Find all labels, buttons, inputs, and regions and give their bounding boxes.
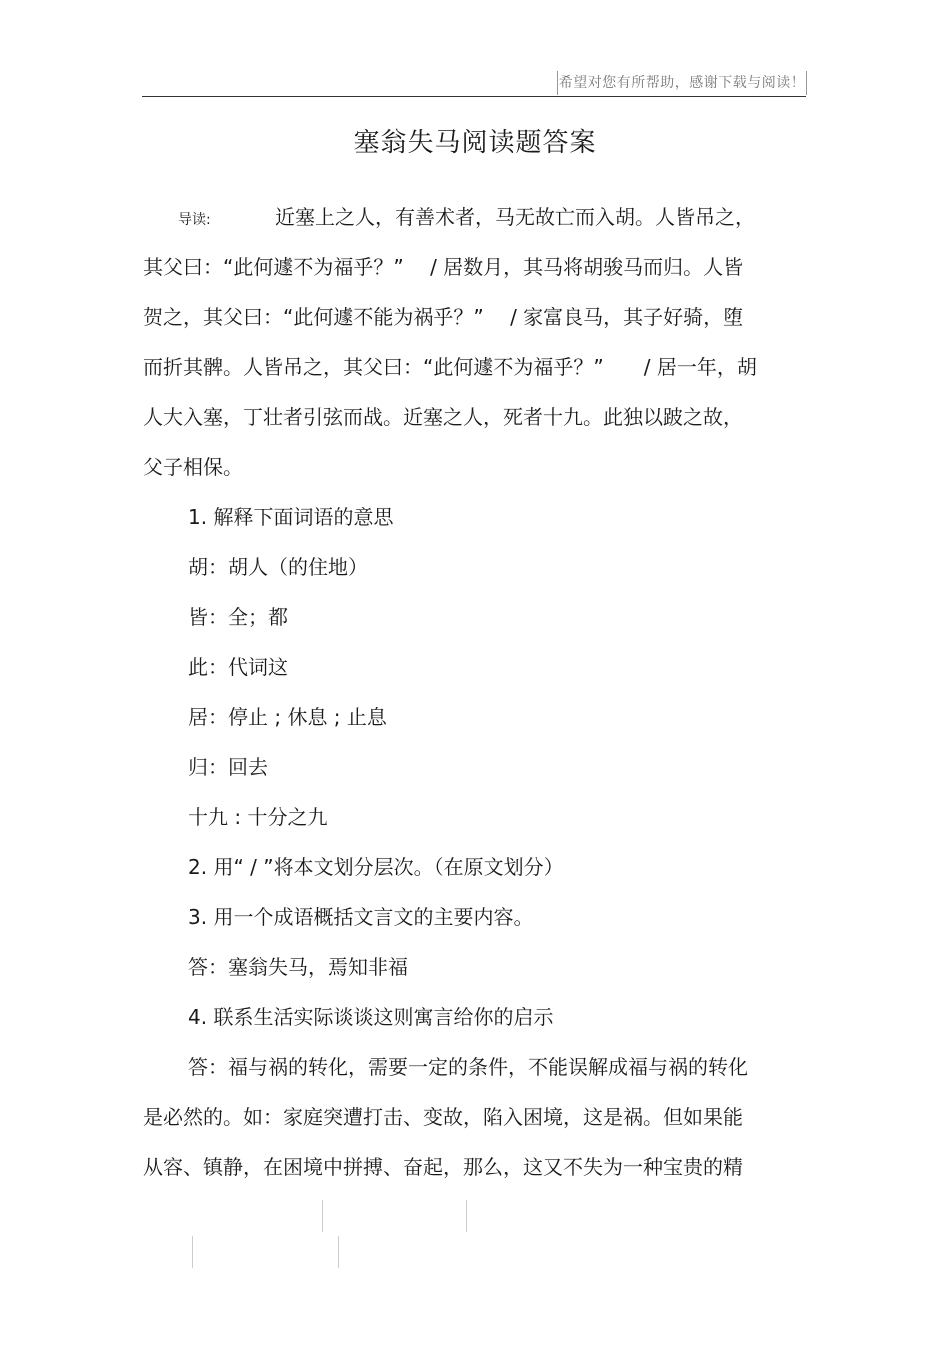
page-divider: [192, 1236, 193, 1268]
header-divider: [142, 96, 806, 97]
definition-item: 居：停止 ; 休息 ; 止息: [188, 705, 387, 729]
passage-line: 而折其髀。人皆吊之，其父曰：“此何遽不为福乎？” / 居一年，胡: [143, 355, 757, 379]
intro-label: 导读:: [178, 212, 211, 228]
page-divider: [338, 1236, 339, 1268]
definition-item: 归：回去: [188, 755, 268, 779]
answer-4-line: 从容、镇静，在困境中拼搏、奋起，那么，这又不失为一种宝贵的精: [143, 1155, 743, 1179]
answer-3: 答：塞翁失马，焉知非福: [188, 955, 408, 979]
definition-item: 此：代词这: [188, 655, 288, 679]
passage-line: 人大入塞，丁壮者引弦而战。近塞之人，死者十九。此独以跛之故，: [143, 405, 743, 429]
question-1: 1. 解释下面词语的意思: [188, 505, 394, 529]
document-title: 塞翁失马阅读题答案: [353, 128, 597, 158]
question-4: 4. 联系生活实际谈谈这则寓言给你的启示: [188, 1005, 554, 1029]
definition-item: 十九 : 十分之九: [188, 805, 328, 829]
question-3: 3. 用一个成语概括文言文的主要内容。: [188, 905, 534, 929]
passage-line: 其父曰：“此何遽不为福乎？” / 居数月，其马将胡骏马而归。人皆: [143, 255, 744, 279]
header-note: 希望对您有所帮助，感谢下载与阅读！: [557, 71, 807, 95]
passage-line: 近塞上之人，有善术者，马无故亡而入胡。人皆吊之，: [275, 205, 755, 229]
definition-item: 皆：全；都: [188, 605, 288, 629]
definition-item: 胡：胡人（的住地）: [188, 555, 368, 579]
page-divider: [466, 1200, 467, 1232]
passage-line: 贺之，其父曰：“此何遽不能为祸乎？” / 家富良马，其子好骑，堕: [143, 305, 744, 329]
answer-4-line: 答：福与祸的转化，需要一定的条件，不能误解成福与祸的转化: [188, 1055, 748, 1079]
question-2: 2. 用“ / ”将本文划分层次。（在原文划分）: [188, 855, 564, 879]
page-divider: [322, 1200, 323, 1232]
passage-line: 父子相保。: [143, 455, 243, 479]
answer-4-line: 是必然的。如：家庭突遭打击、变故，陷入困境，这是祸。但如果能: [143, 1105, 743, 1129]
